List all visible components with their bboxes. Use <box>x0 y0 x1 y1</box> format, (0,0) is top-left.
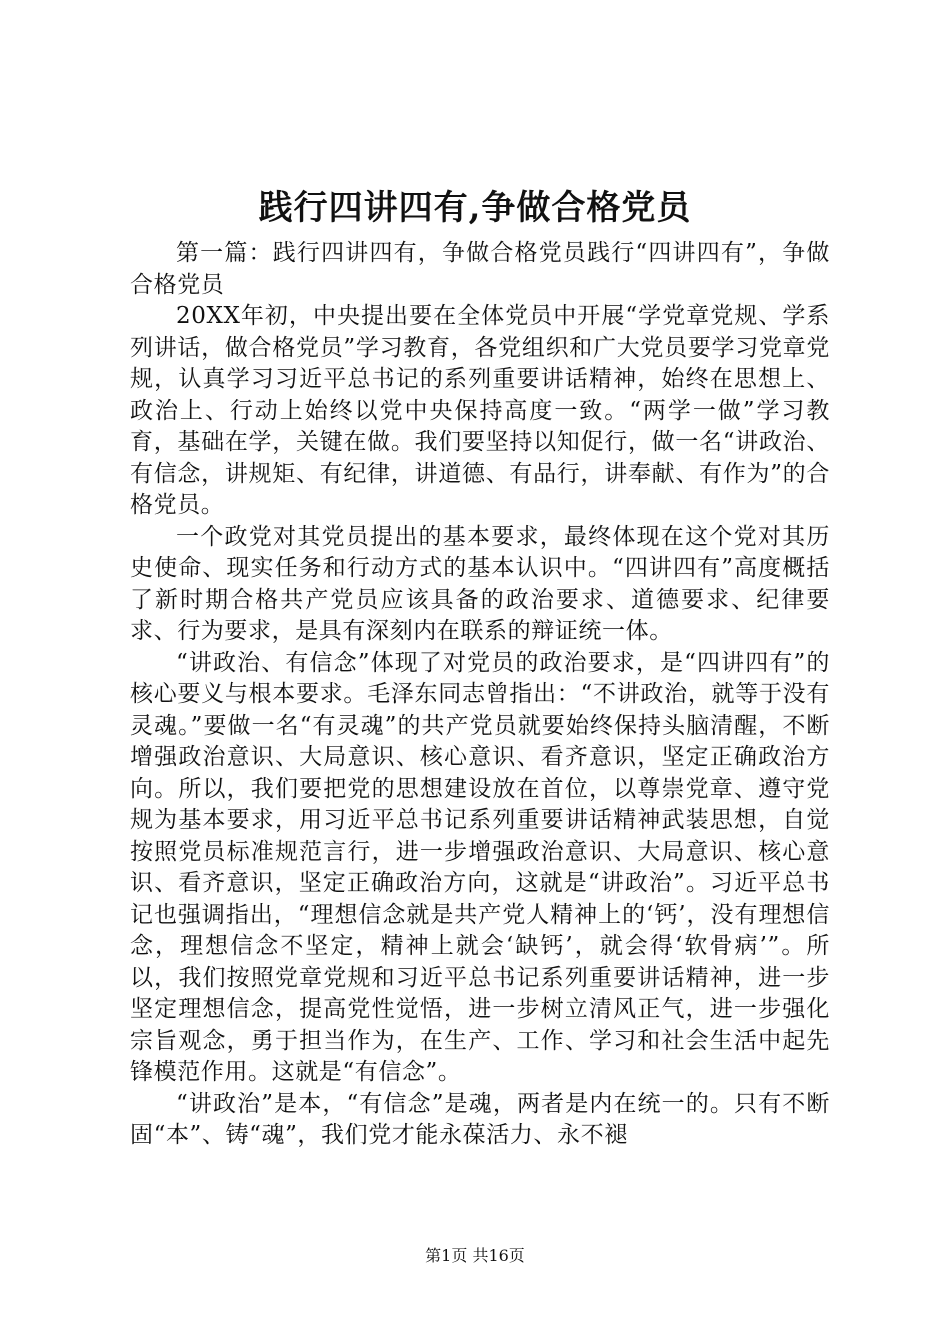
document-title: 践行四讲四有,争做合格党员 <box>258 188 692 228</box>
paragraph-intro: 第一篇：践行四讲四有，争做合格党员践行“四讲四有”，争做合格党员 <box>130 240 830 298</box>
paragraph-background: 20XX年初，中央提出要在全体党员中开展“学党章党规、学系列讲话，做合格党员”学习教育，各党组织和广大党员要学习党章党规，认真学习习近平总书记的系列重要讲话精神，始终在思想上、政治上、行动上始终以党中央保持高度一致。“两学一做”学习教育，基础在学，关键在做。我们要坚持以知促行，做一名“讲政治、有信念，讲规矩、有纪律，讲道德、有品行，讲奉献、有作为”的合格党员。 <box>130 303 830 518</box>
document-body <box>130 238 830 1152</box>
page-number: 第1页 共16页 <box>425 1246 525 1265</box>
paragraph-basic-requirements: 一个政党对其党员提出的基本要求，最终体现在这个党对其历史使命、现实任务和行动方式的基本认识中。“四讲四有”高度概括了新时期合格共产党员应该具备的政治要求、道德要求、纪律要求、行为要求，是具有深刻内在联系的辩证统一体。 <box>130 523 830 644</box>
paragraph-root-soul: “讲政治”是本，“有信念”是魂，两者是内在统一的。只有不断固“本”、铸“魂”，我们党才能永葆活力、永不褪 <box>130 1090 830 1148</box>
paragraph-politics-belief: “讲政治、有信念”体现了对党员的政治要求，是“四讲四有”的核心要义与根本要求。毛泽东同志曾指出：“不讲政治，就等于没有灵魂。”要做一名“有灵魂”的共产党员就要始终保持头脑清醒，不断增强政治意识、大局意识、核心意识、看齐意识，坚定正确政治方向。所以，我们要把党的思想建设放在首位，以尊崇党章、遵守党规为基本要求，用习近平总书记系列重要讲话精神武装思想，自觉按照党员标准规范言行，进一步增强政治意识、大局意识、核心意识、看齐意识，坚定正确政治方向，这就是“讲政治”。习近平总书记也强调指出，“理想信念就是共产党人精神上的‘钙’，没有理想信念，理想信念不坚定，精神上就会‘缺钙’，就会得‘软骨病’”。所以，我们按照党章党规和习近平总书记系列重要讲话精神，进一步坚定理想信念，提高党性觉悟，进一步树立清风正气，进一步强化宗旨观念，勇于担当作为，在生产、工作、学习和社会生活中起先锋模范作用。这就是“有信念”。 <box>130 649 830 1085</box>
